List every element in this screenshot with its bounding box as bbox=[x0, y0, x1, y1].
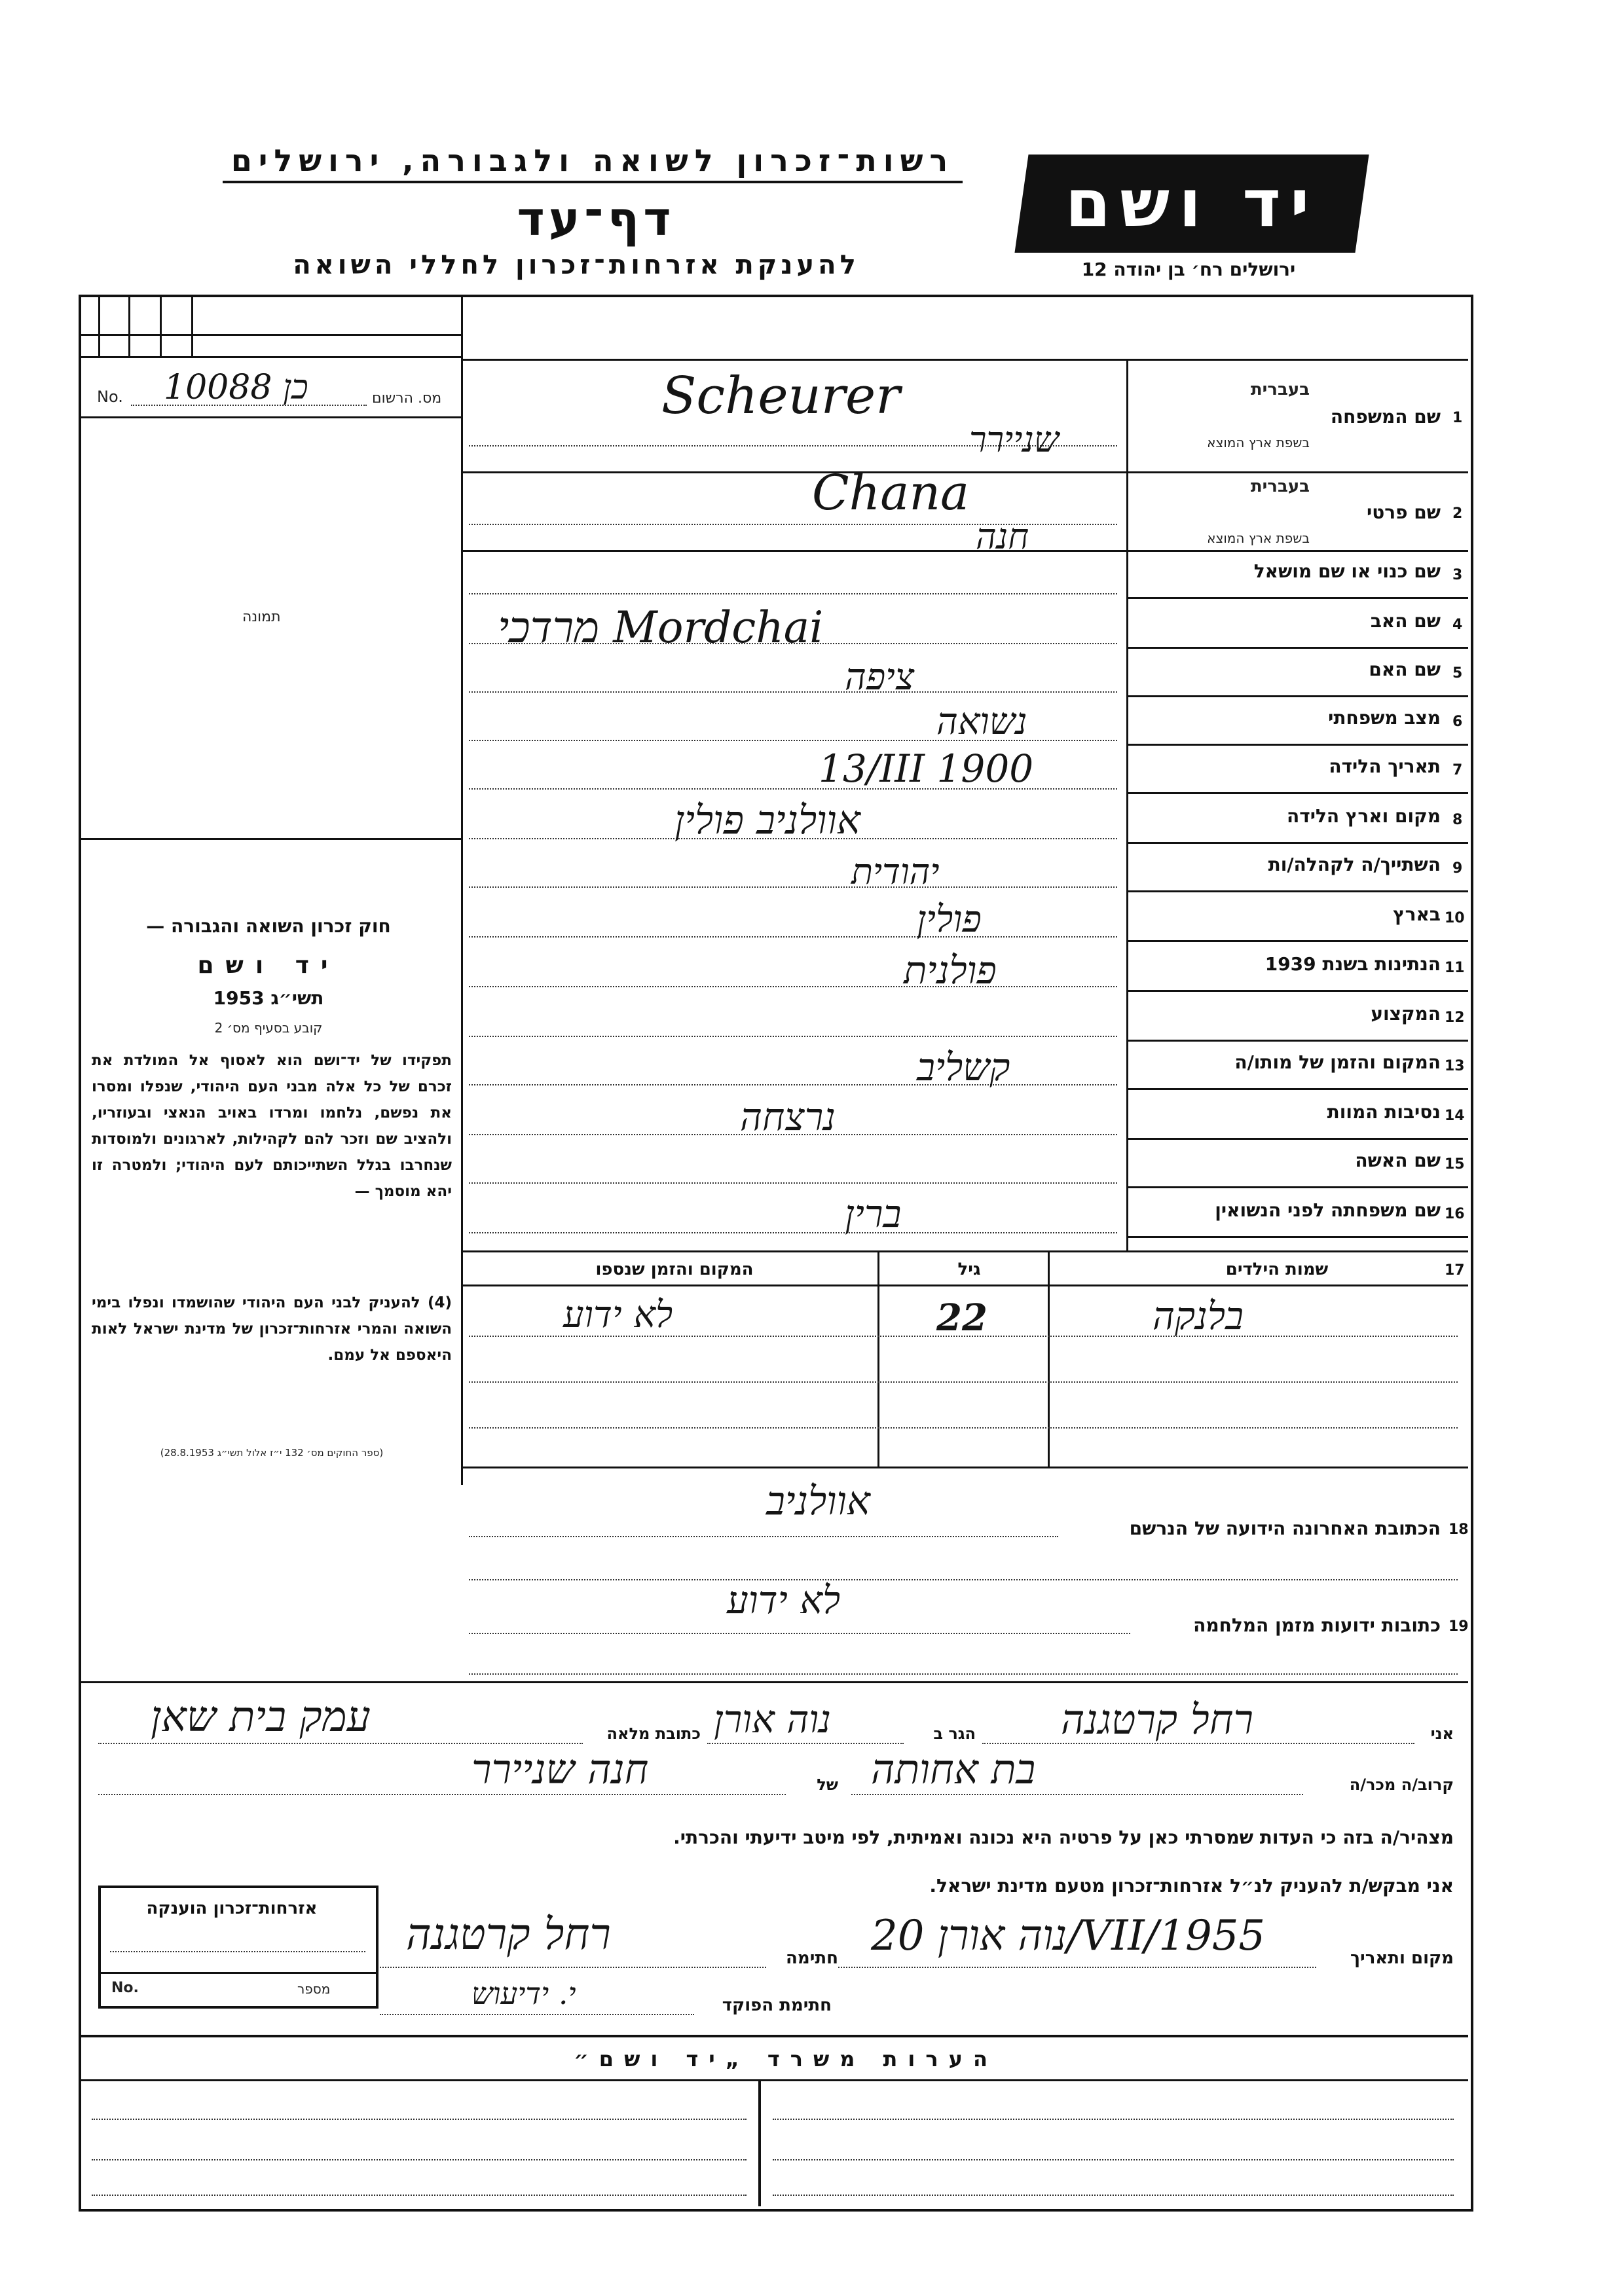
field-8-value: אוולניב פולין bbox=[674, 797, 860, 843]
field-19-label: כתובות ידועות מזמן המלחמה bbox=[1193, 1614, 1441, 1636]
field-7-number: 7 bbox=[1452, 762, 1463, 778]
registration-label: מס. הרשום bbox=[372, 390, 442, 407]
field-1-number: 1 bbox=[1452, 410, 1463, 426]
authority-title: רשות־זכרון לשואה ולגבורה, ירושלים bbox=[223, 143, 963, 183]
field-12-label: המקצוע bbox=[1371, 1003, 1441, 1025]
header-address: ירושלים רח׳ בן יהודה 12 bbox=[1081, 259, 1296, 280]
field-5-value: ציפה bbox=[845, 656, 915, 699]
corner-grid bbox=[81, 297, 463, 358]
field-15-label: שם האשה bbox=[1355, 1150, 1441, 1171]
field-16-label: שם משפחתה לפני הנשואין bbox=[1215, 1199, 1441, 1221]
stamp-number-label: מספר bbox=[297, 1981, 331, 1997]
decl-resides-label: הגר ב bbox=[933, 1724, 976, 1743]
decl-of-label: של bbox=[817, 1776, 838, 1794]
citizenship-stamp-box bbox=[98, 1886, 378, 2009]
field-11-number: 11 bbox=[1445, 960, 1465, 976]
law-year: תשי״ג 1953 bbox=[213, 987, 324, 1009]
registration-no-prefix: No. bbox=[97, 388, 123, 406]
form-subtitle: להענקת אזרחות־זכרון לחללי השואה bbox=[293, 250, 860, 280]
field-18-value: אוולניב bbox=[766, 1478, 870, 1524]
law-footnote: (ספר החוקים מס׳ 132 י״ז אלול תשי״ג 28.8.1953) bbox=[160, 1447, 384, 1459]
field-15-number: 15 bbox=[1445, 1156, 1465, 1173]
decl-signature-label: חתימה bbox=[786, 1948, 838, 1968]
field-6-number: 6 bbox=[1452, 714, 1463, 730]
field-19-value: לא ידוע bbox=[727, 1578, 841, 1622]
field-2-sub-origin: בשפת ארץ המוצא bbox=[1207, 530, 1310, 546]
remarks-title: הערות משרד „יד ושם״ bbox=[574, 2047, 998, 2071]
field-3-label: שם כנוי או שם מושאל bbox=[1253, 560, 1441, 582]
decl-ani-value: רחל קרטגנה bbox=[1061, 1696, 1253, 1743]
field-1-sub-origin: בשפת ארץ המוצא bbox=[1207, 435, 1310, 450]
decl-of-value: חנה שניירר bbox=[471, 1745, 649, 1793]
decl-relative-value: בת אחותה bbox=[871, 1745, 1036, 1793]
decl-resides-value: נוה אורן bbox=[714, 1697, 832, 1741]
label-column-divider bbox=[1126, 360, 1128, 1250]
field-1-value-hebrew: שניירר bbox=[969, 419, 1060, 460]
decl-statement-1: מצהיר/ה בזה כי העדות שמסרתי כאן על פרטיה היא נכונה ואמיתית, לפי מיטב ידיעתי והכרתי. bbox=[673, 1827, 1454, 1848]
field-2-number: 2 bbox=[1452, 505, 1463, 522]
decl-signature-value: רחל קרטגנה bbox=[406, 1909, 611, 1959]
field-12-number: 12 bbox=[1445, 1010, 1465, 1026]
field-13-label: המקום והזמן של מותו/ה bbox=[1234, 1051, 1441, 1073]
left-panel-divider bbox=[461, 297, 463, 1485]
field-14-value: נרצחה bbox=[740, 1095, 836, 1139]
decl-ani-label: אני bbox=[1430, 1724, 1454, 1743]
field-5-label: שם האם bbox=[1369, 659, 1441, 680]
law-name: יד ושם bbox=[197, 952, 340, 979]
field-10-label: בארץ bbox=[1393, 903, 1441, 925]
remarks-divider bbox=[758, 2079, 761, 2206]
field-4-value: מרדכי Mordchai bbox=[498, 602, 824, 653]
law-title: חוק זכרון השואה והגבורה — bbox=[146, 915, 391, 937]
field-14-number: 14 bbox=[1445, 1108, 1465, 1124]
child-1-name: בלנקה bbox=[1153, 1294, 1244, 1338]
field-14-label: נסיבות המוות bbox=[1327, 1101, 1441, 1123]
field-10-value: פולין bbox=[917, 898, 982, 941]
field-2-value-hebrew: חנה bbox=[976, 516, 1029, 557]
law-paragraph-2: (4) להעניק לבני העם היהודי שהושמדו ונפלו בימי השואה והמרי אזרחות־זכרון של מדינת ישראל לאות היאספם אל עמם. bbox=[92, 1294, 452, 1364]
registration-number: 10088 כן bbox=[164, 368, 308, 407]
field-1-sub-hebrew: בעברית bbox=[1250, 380, 1310, 399]
field-16-number: 16 bbox=[1445, 1206, 1465, 1222]
field-8-number: 8 bbox=[1452, 812, 1463, 828]
field-17-number: 17 bbox=[1445, 1262, 1465, 1279]
field-18-number: 18 bbox=[1449, 1522, 1469, 1538]
field-2-value-origin: Chana bbox=[812, 465, 970, 521]
law-paragraph-1: תפקידו של יד־ושם הוא לאסוף אל המולדת את זכרם של כל אלה מבני העם היהודי, שנפלו ומסרו את נפשם, נלחמו ומרדו באויב הנאצי ובעוזריו, ולהציב שם וזכר להם לקהילות, לארגונים ולמוסדות שנחרבו בגלל השתייכותם לעם היהודי; ולמטרה זו יהא מוסמך — bbox=[92, 1052, 452, 1200]
field-1-label: שם המשפחה bbox=[1330, 406, 1441, 428]
photo-label: תמונה bbox=[242, 609, 281, 625]
field-5-number: 5 bbox=[1452, 665, 1463, 682]
field-9-value: יהודית bbox=[851, 851, 940, 892]
children-header-names: שמות הילדים bbox=[1225, 1260, 1329, 1279]
field-2-sub-hebrew: בעברית bbox=[1250, 477, 1310, 496]
field-9-label: השתייך/ה לקהלה/ות bbox=[1268, 854, 1441, 875]
form-title: דף־עד bbox=[517, 191, 675, 246]
law-clause: קובע בסעיף מס׳ 2 bbox=[214, 1020, 323, 1036]
field-2-label: שם פרטי bbox=[1366, 501, 1441, 523]
decl-officer-signature: י. ידיעוש bbox=[471, 1976, 576, 2011]
field-13-value: קשליב bbox=[917, 1045, 1010, 1089]
decl-address-label: כתובת מלאה bbox=[606, 1724, 701, 1743]
field-1-value-origin: Scheurer bbox=[661, 367, 900, 426]
field-7-value: 13/III 1900 bbox=[819, 746, 1034, 791]
field-4-number: 4 bbox=[1452, 617, 1463, 633]
field-8-label: מקום וארץ הלידה bbox=[1287, 805, 1441, 827]
decl-relative-label: קרוב/ה מכר/ה bbox=[1349, 1776, 1454, 1794]
child-1-age: 22 bbox=[936, 1296, 987, 1339]
field-9-number: 9 bbox=[1452, 860, 1463, 877]
field-10-number: 10 bbox=[1445, 910, 1465, 926]
field-6-value: נשואה bbox=[936, 701, 1027, 743]
decl-officer-label: חתימת הפוקד bbox=[722, 1995, 832, 2015]
field-11-label: הנתינות בשנת 1939 bbox=[1264, 953, 1441, 975]
field-19-number: 19 bbox=[1449, 1618, 1469, 1635]
decl-statement-2: אני מבקש/ת להעניק לנ״ל אזרחות־זכרון מטעם מדינת ישראל. bbox=[929, 1875, 1454, 1897]
field-3-number: 3 bbox=[1452, 567, 1463, 583]
stamp-box-title: אזרחות־זכרון הוענקה bbox=[146, 1899, 318, 1918]
decl-address-value: עמק בית שאן bbox=[151, 1693, 371, 1741]
field-7-label: תאריך הלידה bbox=[1329, 756, 1441, 777]
decl-place-date-value: נוה אורן 20/VII/1955 bbox=[871, 1912, 1266, 1960]
field-4-label: שם האב bbox=[1370, 610, 1441, 632]
field-18-label: הכתובת האחרונה הידועה של הנרשם bbox=[1129, 1518, 1441, 1539]
field-13-number: 13 bbox=[1445, 1058, 1465, 1074]
field-16-value: ברין bbox=[845, 1192, 902, 1236]
decl-place-date-label: מקום ותאריך bbox=[1350, 1948, 1454, 1968]
children-header-age: גיל bbox=[957, 1260, 981, 1279]
child-1-place: לא ידוע bbox=[563, 1294, 673, 1336]
field-11-value: פולנית bbox=[904, 948, 997, 993]
stamp-no-prefix: No. bbox=[111, 1980, 139, 1996]
yad-vashem-logo bbox=[1014, 155, 1369, 253]
logo-text: יד ושם bbox=[1065, 165, 1319, 242]
children-header-place: המקום והזמן שנספו bbox=[595, 1260, 754, 1279]
field-6-label: מצב משפחתי bbox=[1328, 707, 1441, 729]
